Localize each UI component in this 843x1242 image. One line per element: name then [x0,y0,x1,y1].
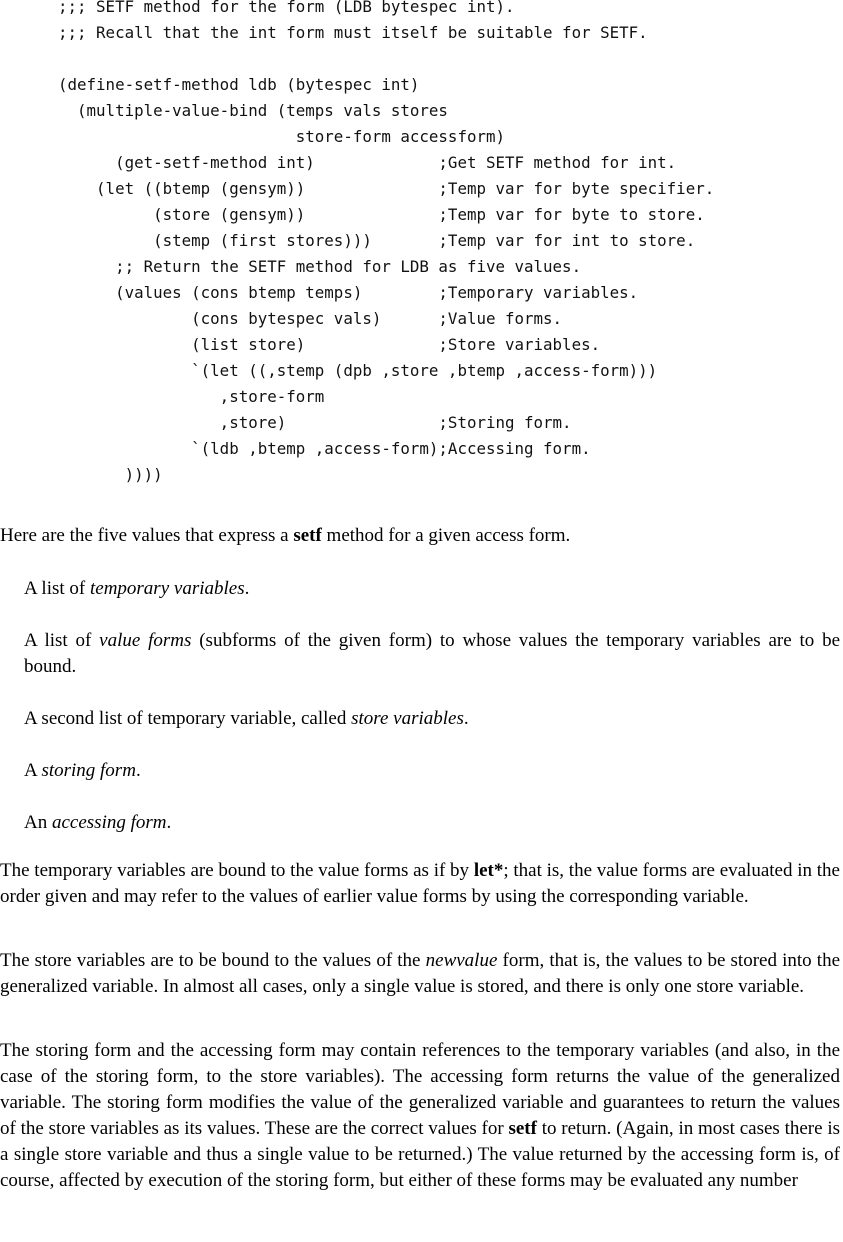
code-line: )))) [58,465,163,484]
code-block-define-setf-method-ldb [58,0,714,488]
list-item-store-variables: A second list of temporary variable, called store variables. [24,708,469,729]
paragraph-storing-accessing-forms: The storing form and the accessing form may contain references to the temporary variables (and also, in the case of the storing form, to the store variables). The accessing form returns the value of the generalized variable. The storing form modifies the value of the generalized variable and guarantees to return the values of the store variables as its values. These are the correct values for setf to return. (Again, in most cases there is a single store variable and thus a single value to be returned.) The value returned by the accessing form is, of course, affected by execution of the storing form, but either of these forms may be evaluated any number [0,1040,840,1191]
keyword-setf: setf [508,1118,537,1139]
list-item-value-forms: A list of value forms (subforms of the given form) to whose values the temporary variables are to be bound. [24,630,840,677]
code-line: (stemp (first stores))) ;Temp var for int to store. [58,231,696,250]
code-line: (list store) ;Store variables. [58,335,601,354]
intro-paragraph: Here are the five values that express a setf method for a given access form. [0,525,571,546]
code-line: ,store) ;Storing form. [58,413,572,432]
list-item-accessing-form: An accessing form. [24,812,172,833]
list-item-temporary-variables: A list of temporary variables. [24,578,250,599]
code-line: ,store-form [58,387,325,406]
code-line: (multiple-value-bind (temps vals stores [58,101,448,120]
code-line: (cons bytespec vals) ;Value forms. [58,309,563,328]
paragraph-store-variables: The store variables are to be bound to the values of the newvalue form, that is, the values to be stored into the generalized variable. In almost all cases, only a single value is stored, and there is only one store variable. [0,950,841,997]
code-line: `(ldb ,btemp ,access-form);Accessing form. [58,439,591,458]
keyword-let-star: let* [473,860,504,881]
code-line: ;;; Recall that the int form must itself be suitable for SETF. [58,23,648,42]
code-line: (get-setf-method int) ;Get SETF method for int. [58,153,677,172]
list-item-storing-form: A storing form. [24,760,141,781]
code-line: store-form accessform) [58,127,505,146]
code-line [58,46,714,72]
code-line: (let ((btemp (gensym)) ;Temp var for byte specifier. [58,179,715,198]
code-line: ;;; SETF method for the form (LDB bytespec int). [58,0,515,16]
keyword-setf: setf [293,525,322,546]
code-line: (values (cons btemp temps) ;Temporary variables. [58,283,639,302]
paragraph-temporary-variables: The temporary variables are bound to the value forms as if by let*; that is, the value forms are evaluated in the order given and may refer to the values of earlier value forms by using the corresponding variable. [0,860,840,907]
code-line: (define-setf-method ldb (bytespec int) [58,75,420,94]
code-line: `(let ((,stemp (dpb ,store ,btemp ,access-form))) [58,361,658,380]
code-line: (store (gensym)) ;Temp var for byte to store. [58,205,705,224]
code-line: ;; Return the SETF method for LDB as five values. [58,257,582,276]
